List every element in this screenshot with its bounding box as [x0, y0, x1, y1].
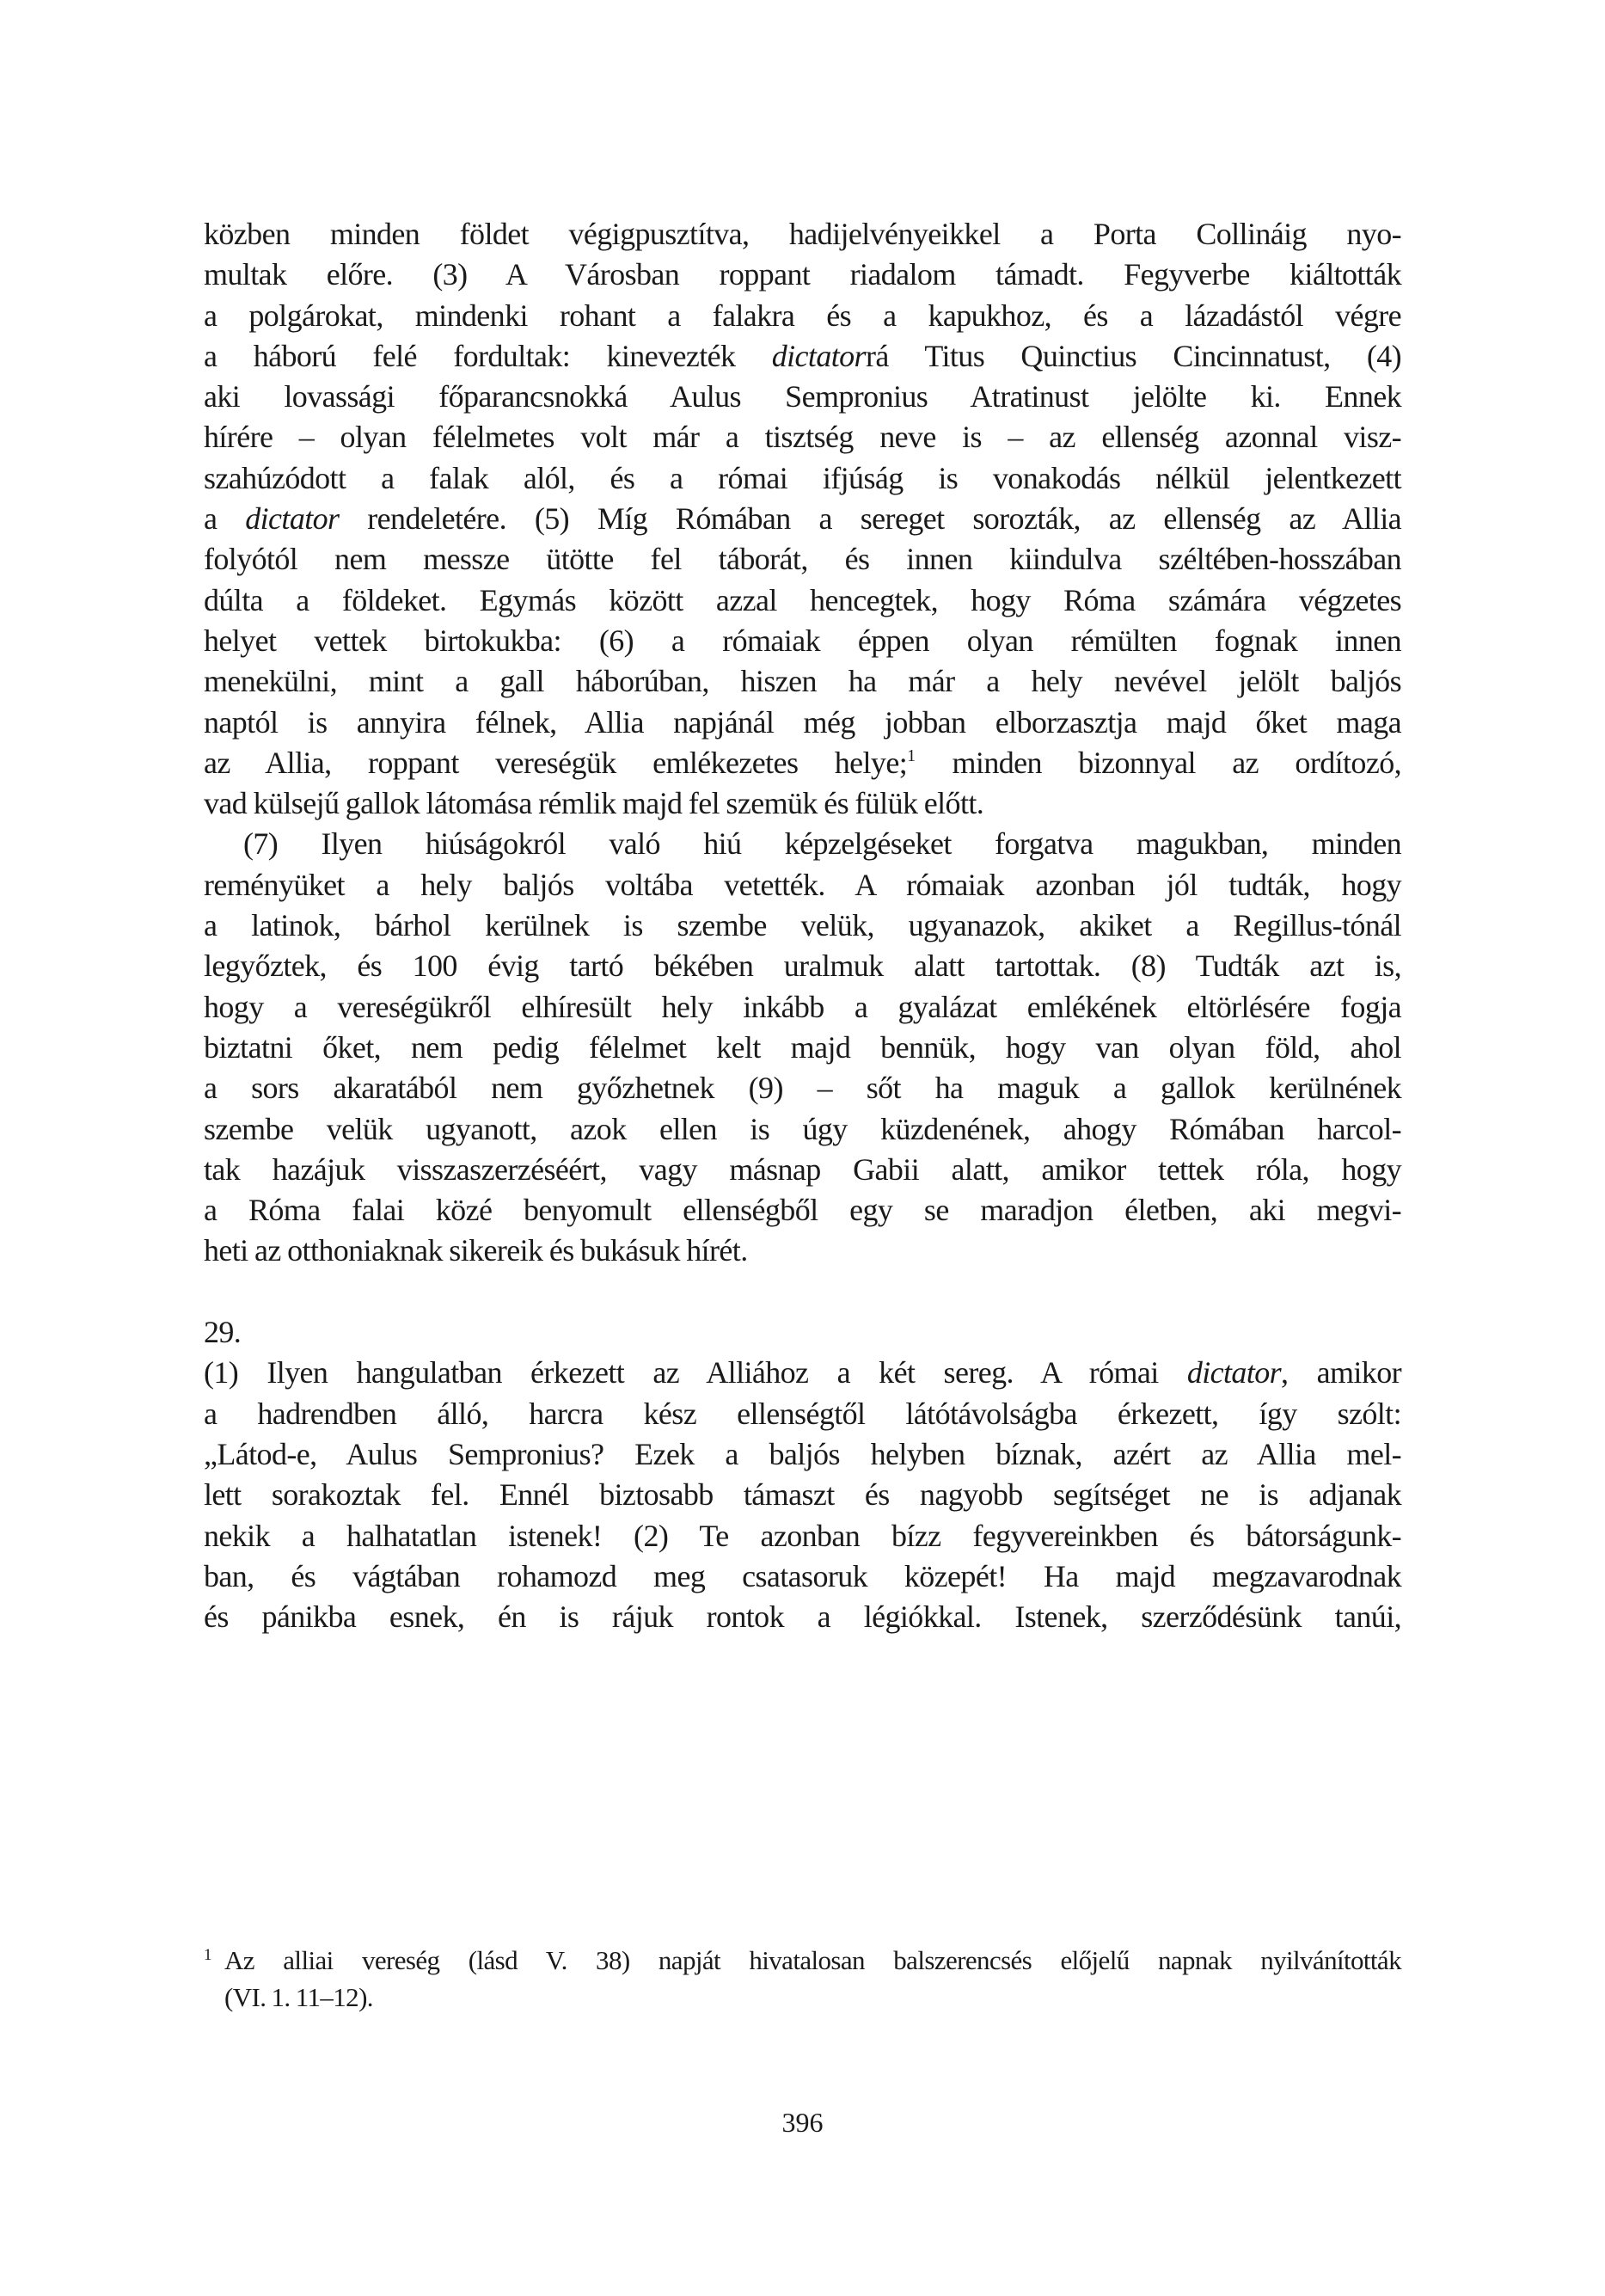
text-segment: rá Titus Quinctius Cincinnatust, (4)	[865, 338, 1401, 373]
footnote-line	[204, 1979, 1401, 2016]
text-line: menekülni, mint a gall háborúban, hiszen ha már a hely nevével jelölt baljós	[204, 664, 1401, 699]
text-line: a latinok, bárhol kerülnek is szembe velük, ugyanazok, akiket a Regillus-tónál	[204, 908, 1401, 943]
text-segment: (1) Ilyen hangulatban érkezett az Alliához a két sereg. A római	[204, 1355, 1187, 1390]
footnote-text: Az alliai vereség (lásd V. 38) napját hivatalosan balszerencsés előjelű napnak nyilvánították	[224, 1945, 1401, 1975]
text-line: helyet vettek birtokukba: (6) a rómaiak éppen olyan rémülten fognak innen	[204, 623, 1401, 658]
text-line: közben minden földet végigpusztítva, hadijelvényeikkel a Porta Collináig nyo-	[204, 217, 1401, 251]
text-line	[204, 1353, 1401, 1393]
italic-term: dictator	[1186, 1355, 1282, 1390]
page-number: 396	[781, 2107, 824, 2138]
text-segment: rendeletére. (5) Míg Rómában a sereget sorozták, az ellenség az Allia	[339, 501, 1401, 537]
text-line: szembe velük ugyanott, azok ellen is úgy küzdenének, ahogy Rómában harcol-	[204, 1111, 1401, 1146]
text-line: „Látod-e, Aulus Sempronius? Ezek a baljós helyben bíznak, azért az Allia mel-	[204, 1436, 1401, 1471]
text-line: heti az otthoniaknak sikereik és bukásuk hírét.	[204, 1233, 748, 1268]
text-line: biztatni őket, nem pedig félelmet kelt majd bennük, hogy van olyan föld, ahol	[204, 1029, 1401, 1065]
blank-line	[204, 1272, 1401, 1312]
text-segment: minden bizonnyal az ordítozó,	[916, 745, 1402, 780]
text-line: hírére – olyan félelmetes volt már a tisztség neve is – az ellenség azonnal visz-	[204, 420, 1401, 455]
text-segment: a	[204, 501, 246, 537]
text-line	[204, 743, 1401, 783]
footnote-line	[204, 1942, 1401, 1979]
text-line: dúlta a földeket. Egymás között azzal hencegtek, hogy Róma számára végzetes	[204, 582, 1401, 617]
paragraph-start-line: (7) Ilyen hiúságokról való hiú képzelgéseket forgatva magukban, minden	[243, 826, 1401, 862]
text-line: és pánikba esnek, én is rájuk rontok a légiókkal. Istenek, szerződésünk tanúi,	[204, 1599, 1401, 1635]
text-segment: , amikor	[1281, 1355, 1402, 1390]
text-line: a Róma falai közé benyomult ellenségből egy se maradjon életben, aki megvi-	[204, 1193, 1401, 1228]
text-line: reményüket a hely baljós voltába vetették. A rómaiak azonban jól tudták, hogy	[204, 867, 1401, 902]
text-line: szahúzódott a falak alól, és a római ifjúság is vonakodás nélkül jelentkezett	[204, 460, 1401, 495]
footnote-mark: 1	[204, 1946, 212, 1964]
text-segment: a háború felé fordultak: kinevezték	[204, 338, 772, 373]
text-line: vad külsejű gallok látomása rémlik majd fel szemük és fülük előtt.	[204, 786, 984, 821]
text-line: multak előre. (3) A Városban roppant riadalom támadt. Fegyverbe kiáltották	[204, 257, 1401, 292]
text-line: naptól is annyira félnek, Allia napjánál még jobban elborzasztja majd őket maga	[204, 704, 1401, 740]
main-text	[204, 214, 1401, 1637]
text-line: aki lovassági főparancsnokká Aulus Sempronius Atratinust jelölte ki. Ennek	[204, 379, 1401, 414]
footnote-text: (VI. 1. 11–12).	[224, 1982, 373, 2012]
text-line: ban, és vágtában rohamozd meg csatasoruk közepét! Ha majd megzavarodnak	[204, 1558, 1401, 1593]
text-line: a polgárokat, mindenki rohant a falakra és a kapukhoz, és a lázadástól végre	[204, 298, 1401, 333]
text-line: a hadrendben álló, harcra kész ellenségtől látótávolságba érkezett, így szólt:	[204, 1396, 1401, 1431]
footnotes	[204, 1942, 1401, 2016]
text-line	[204, 499, 1401, 539]
text-line: folyótól nem messze ütötte fel táborát, és innen kiindulva széltében-hosszában	[204, 542, 1401, 577]
italic-term: dictator	[245, 501, 340, 537]
text-line: tak hazájuk visszaszerzéséért, vagy másnap Gabii alatt, amikor tettek róla, hogy	[204, 1151, 1401, 1187]
text-line: nekik a halhatatlan istenek! (2) Te azonban bízz fegyvereinkben és bátorságunk-	[204, 1518, 1401, 1553]
text-line: lett sorakoztak fel. Ennél biztosabb támaszt és nagyobb segítséget ne is adjanak	[204, 1477, 1401, 1513]
text-line: hogy a vereségükről elhíresült hely inkább a gyalázat emlékének eltörlésére fogja	[204, 989, 1401, 1024]
text-line: a sors akaratából nem győzhetnek (9) – sőt ha maguk a gallok kerülnének	[204, 1071, 1401, 1106]
section-number: 29.	[204, 1315, 242, 1350]
text-line: legyőztek, és 100 évig tartó békében uralmuk alatt tartottak. (8) Tudták azt is,	[204, 948, 1401, 984]
footnote-reference[interactable]: 1	[907, 746, 916, 765]
italic-term: dictator	[771, 338, 866, 373]
text-line	[204, 336, 1401, 377]
text-segment: az Allia, roppant vereségük emlékezetes helye;	[204, 745, 908, 780]
